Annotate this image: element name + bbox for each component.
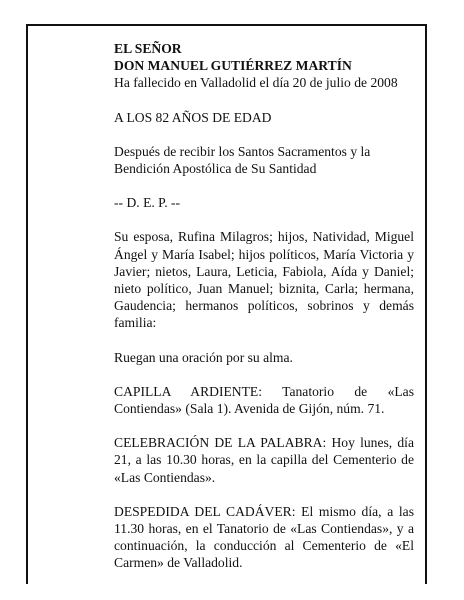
chapel-label: CAPILLA ARDIENTE: [114, 383, 262, 399]
chapel-paragraph [114, 383, 414, 417]
ceremony-label: CELEBRACIÓN DE LA PALABRA: [114, 435, 327, 451]
sacraments-line: Después de recibir los Santos Sacramentos y la Bendición Apostólica de Su Santidad [114, 143, 371, 177]
farewell-paragraph [114, 503, 414, 572]
age-line: A LOS 82 AÑOS DE EDAD [114, 109, 272, 125]
farewell-text: El mismo día, a las 11.30 horas, en el Tanatorio de «Las Contiendas», y a continuación, la conducción al Cementerio de «El Carmen» de Valladolid. [114, 503, 414, 571]
family-list: Su esposa, Rufina Milagros; hijos, Natividad, Miguel Ángel y María Isabel; hijos políticos, María Victoria y Javier; nietos, Laura, Leticia, Fabiola, Aída y Daniel; nieto político, Juan Manuel; biznita, Carla; hermana, Gaudencia; hermanos políticos, sobrinos y demás familia: [114, 229, 414, 331]
rip-line: -- D. E. P. -- [114, 195, 181, 211]
chapel-text: Tanatorio de «Las Contiendas» (Sala 1). Avenida de Gijón, núm. 71. [114, 383, 414, 417]
death-info: Ha fallecido en Valladolid el día 20 de julio de 2008 [114, 75, 398, 91]
ceremony-text: Hoy lunes, día 21, a las 10.30 horas, en la capilla del Cementerio de «Las Contiendas». [114, 435, 414, 485]
prayer-line: Ruegan una oración por su alma. [114, 349, 293, 365]
deceased-name: DON MANUEL GUTIÉRREZ MARTÍN [114, 58, 352, 74]
obituary-notice [114, 40, 414, 572]
farewell-label: DESPEDIDA DEL CADÁVER: [114, 503, 296, 519]
header-line-1: EL SEÑOR [114, 41, 182, 56]
ceremony-paragraph [114, 434, 414, 486]
